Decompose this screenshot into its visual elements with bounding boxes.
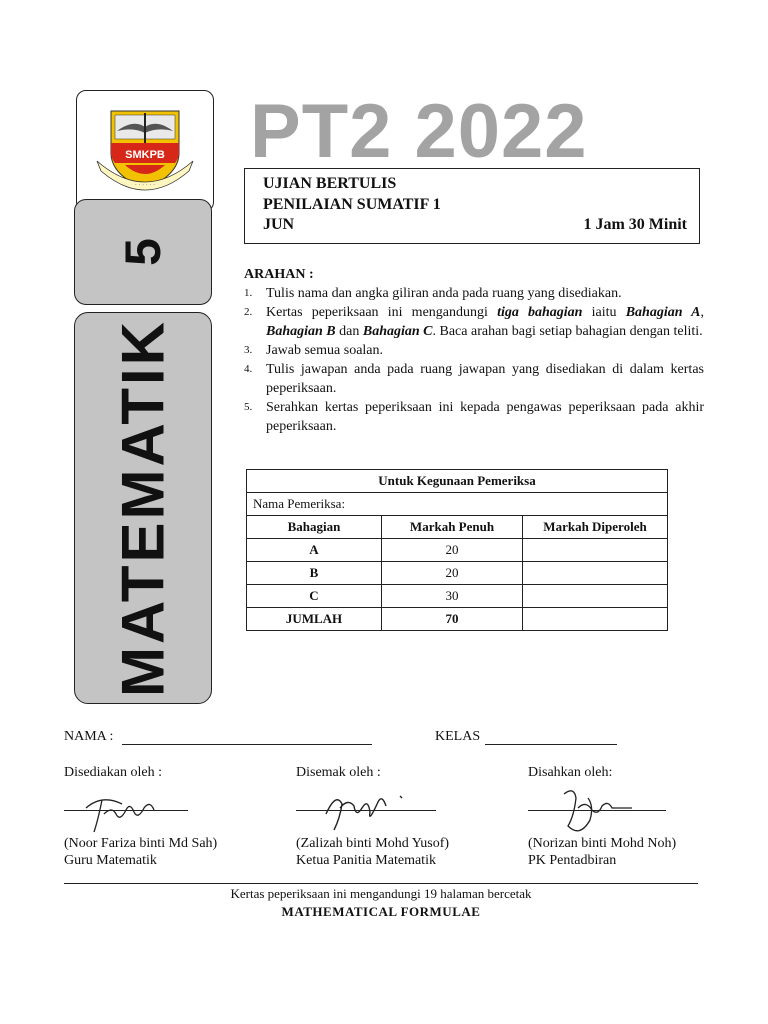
marks-table-title: Untuk Kegunaan Pemeriksa <box>247 470 668 493</box>
footer-divider <box>64 883 698 884</box>
exam-duration: 1 Jam 30 Minit <box>583 216 687 233</box>
class-label: KELAS <box>435 729 481 744</box>
instruction-item: 4. Tulis jawapan anda pada ruang jawapan yang disediakan di dalam kertas peperiksaan. <box>244 362 704 396</box>
school-logo-frame <box>76 90 214 212</box>
approved-by-label: Disahkan oleh: <box>528 765 613 780</box>
name-line <box>122 728 372 745</box>
checked-by-label: Disemak oleh : <box>296 765 381 780</box>
page-count-note: Kertas peperiksaan ini mengandungi 19 halaman bercetak <box>230 886 532 901</box>
checker-name: (Zalizah binti Mohd Yusof) <box>296 836 450 851</box>
table-row: JUMLAH 70 <box>247 608 668 631</box>
obtained-mark-cell <box>523 562 668 585</box>
subject-title: MATEMATIK <box>109 318 177 698</box>
examiner-name-field: Nama Pemeriksa: <box>247 493 668 516</box>
instruction-item: 2. Kertas peperiksaan ini mengandungi tiga bahagian iaitu Bahagian A, Bahagian B dan Bahagian C. Baca arahan bagi setiap bahagian dengan teliti. <box>244 305 704 339</box>
table-row: B 20 <box>247 562 668 585</box>
exam-type: UJIAN BERTULIS <box>263 175 397 192</box>
logo-text: SMKPB <box>125 149 165 161</box>
signature-line <box>64 810 188 811</box>
instruction-item: 5. Serahkan kertas peperiksaan ini kepada pengawas peperiksaan pada akhir peperiksaan. <box>244 400 704 434</box>
approver-title: PK Pentadbiran <box>528 853 617 868</box>
checker-title: Ketua Panitia Matematik <box>296 853 436 868</box>
name-label: NAMA : <box>64 729 114 744</box>
page-title: PT2 2022 <box>250 89 588 174</box>
instructions-heading: ARAHAN : <box>244 267 314 282</box>
signature-line <box>296 810 436 811</box>
subject-panel <box>74 312 212 704</box>
table-row: A 20 <box>247 539 668 562</box>
instruction-item: 3. Jawab semua soalan. <box>244 343 384 358</box>
preparer-title: Guru Matematik <box>64 853 157 868</box>
grade-panel <box>74 199 212 305</box>
exam-info-box <box>244 168 700 244</box>
preparer-name: (Noor Fariza binti Md Sah) <box>64 836 218 851</box>
instructions <box>244 265 704 436</box>
column-header: Markah Diperoleh <box>523 516 668 539</box>
obtained-mark-cell <box>523 539 668 562</box>
marks-table <box>246 469 668 631</box>
table-row: C 30 <box>247 585 668 608</box>
signature-line <box>528 810 666 811</box>
exam-month: JUN <box>263 216 295 233</box>
column-header: Markah Penuh <box>382 516 523 539</box>
instruction-item: 1. Tulis nama dan angka giliran anda pada ruang yang disediakan. <box>244 286 622 301</box>
class-line <box>485 728 617 745</box>
school-logo <box>77 91 213 211</box>
column-header: Bahagian <box>247 516 382 539</box>
prepared-by-label: Disediakan oleh : <box>64 765 162 780</box>
svg-text:· · · · · ·: · · · · · · <box>134 182 156 188</box>
grade-number: 5 <box>115 238 171 266</box>
obtained-mark-cell <box>523 608 668 631</box>
obtained-mark-cell <box>523 585 668 608</box>
next-section-heading: MATHEMATICAL FORMULAE <box>281 904 481 919</box>
approver-name: (Norizan binti Mohd Noh) <box>528 836 677 851</box>
exam-name: PENILAIAN SUMATIF 1 <box>263 196 441 213</box>
